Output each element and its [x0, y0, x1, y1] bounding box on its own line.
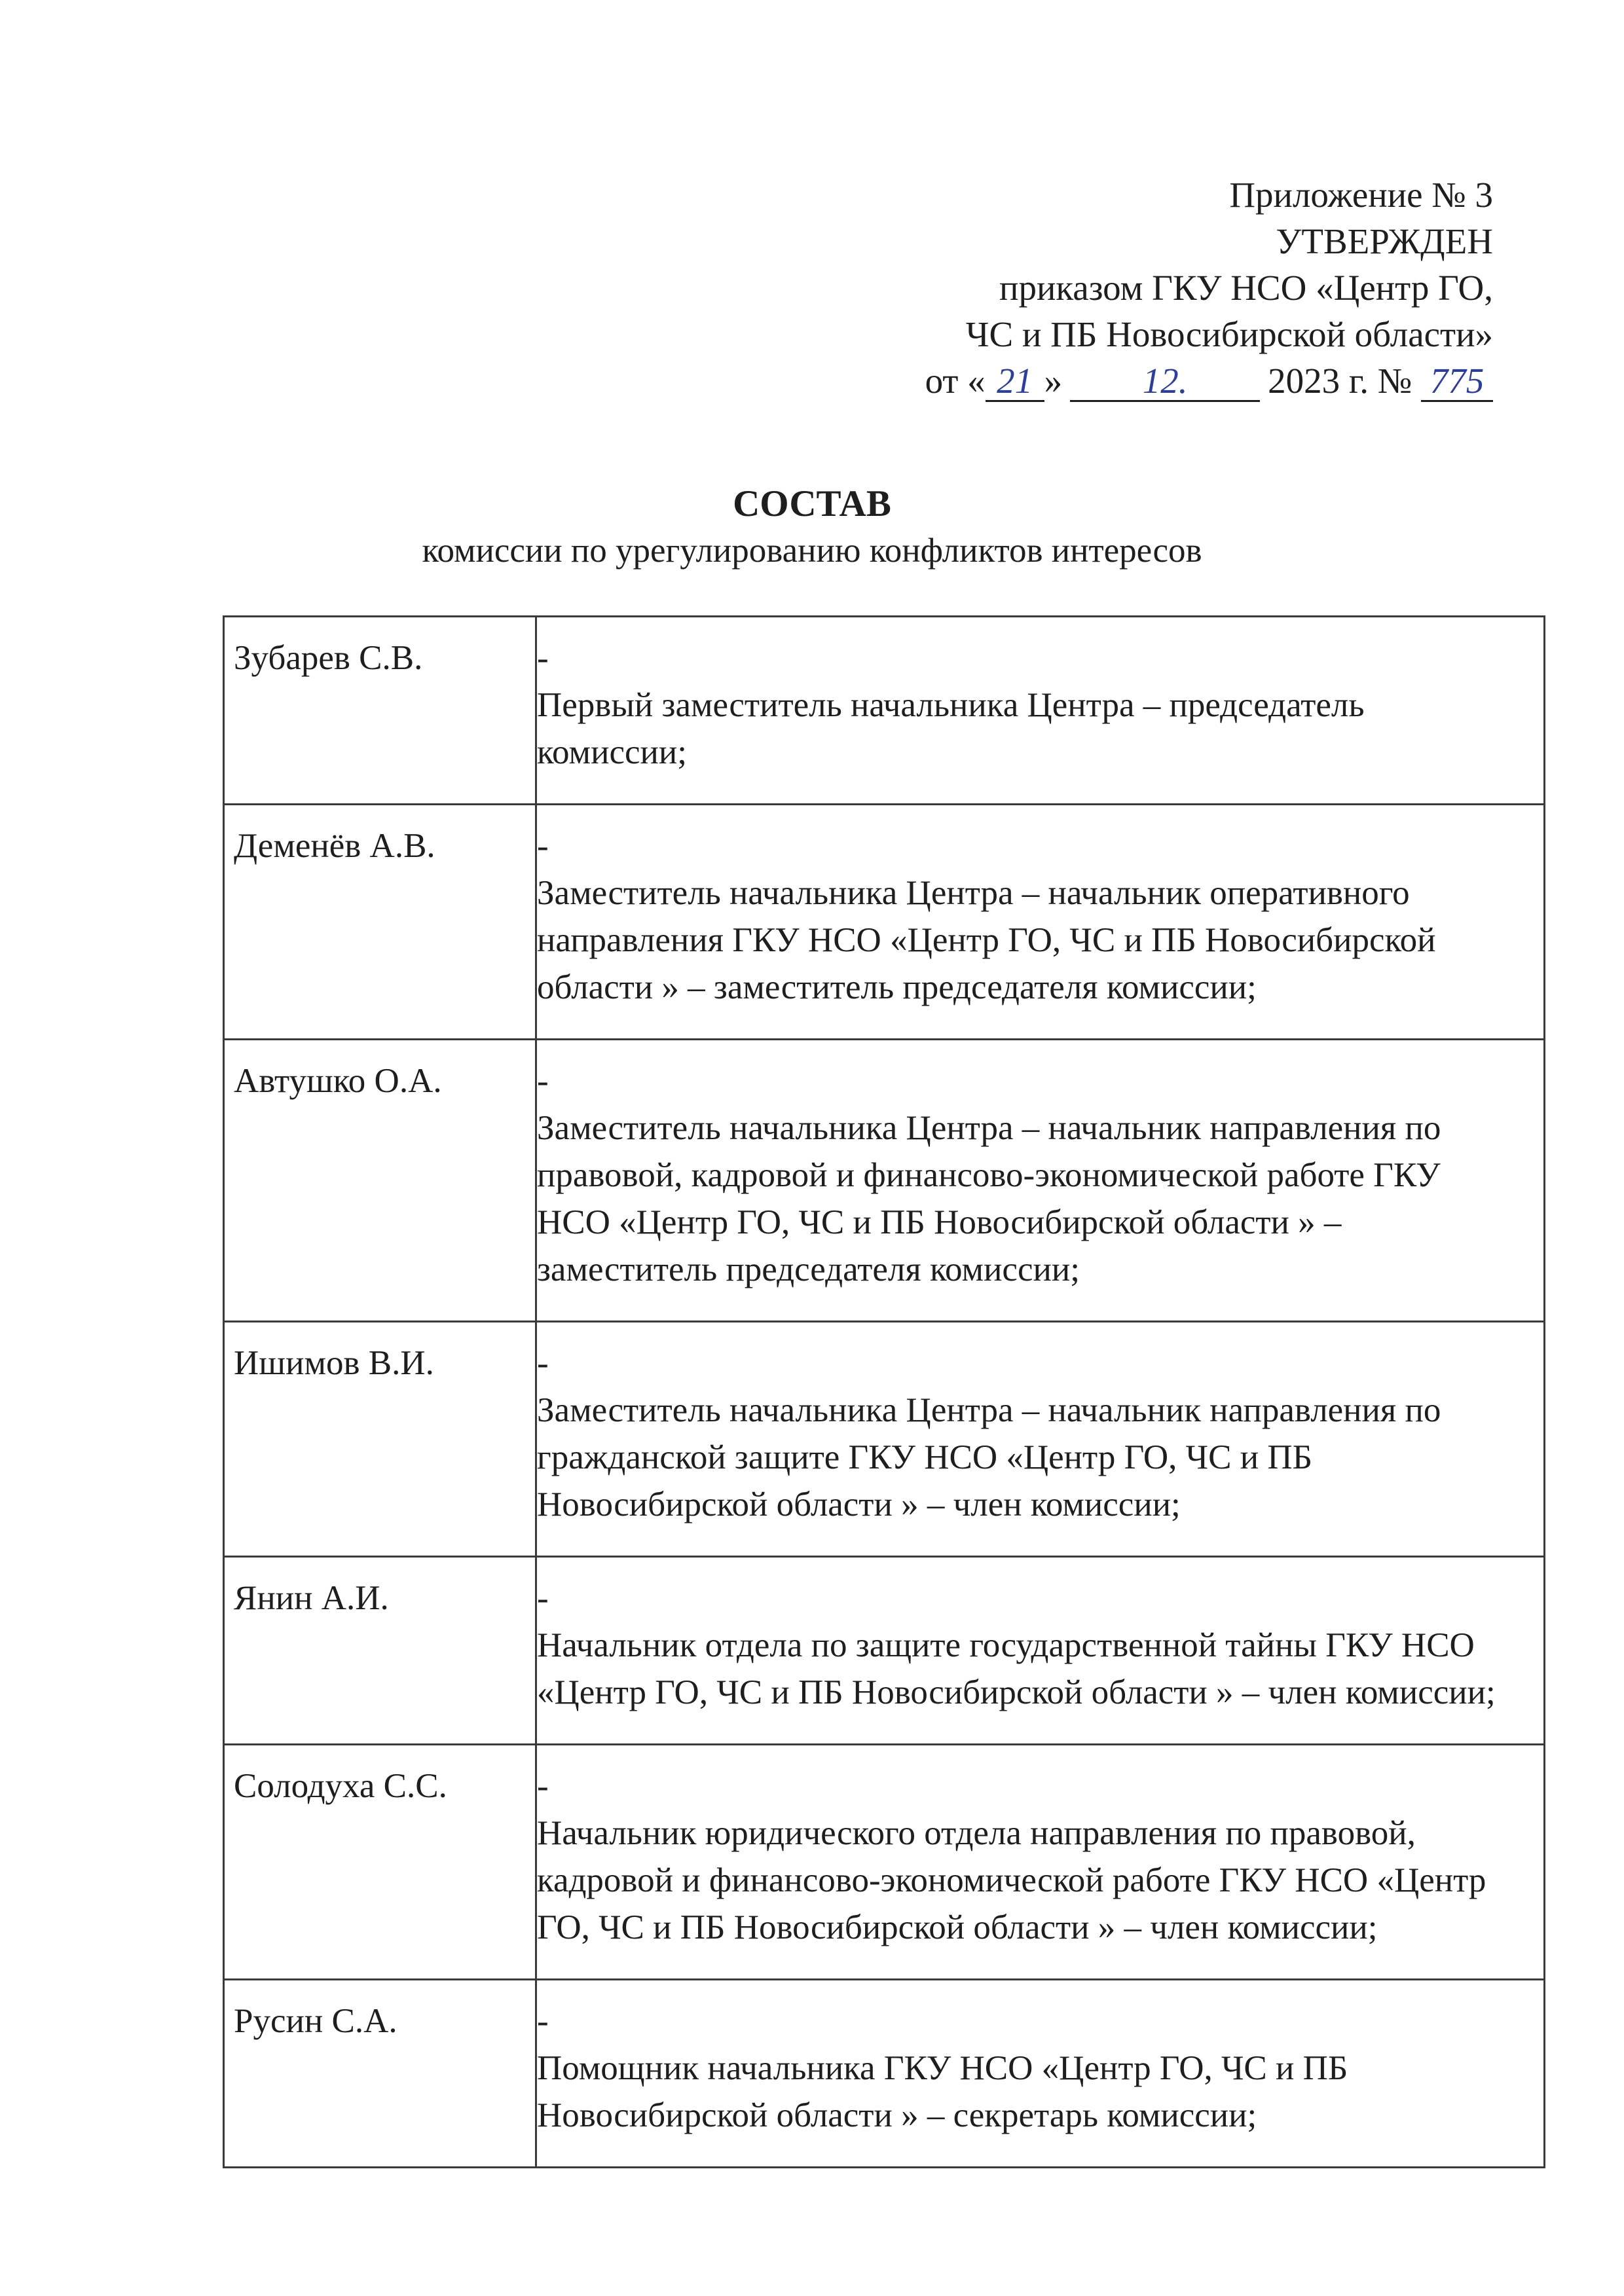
- approval-block: [925, 172, 1493, 404]
- list-dash: -: [537, 1344, 549, 1382]
- document-title: СОСТАВ: [733, 483, 891, 524]
- members-table-body: [224, 617, 1545, 2168]
- table-row: [224, 1745, 1545, 1980]
- member-name: Ишимов В.И.: [224, 1322, 536, 1557]
- table-row: [224, 1980, 1545, 2168]
- member-description-cell: [536, 805, 1545, 1040]
- order-line-2: ЧС и ПБ Новосибирской области»: [965, 314, 1493, 354]
- member-description-cell: [536, 1040, 1545, 1322]
- member-description-cell: [536, 1557, 1545, 1745]
- member-role: Начальник юридического отдела направления по правовой, кадровой и финансово-экономической работе ГКУ НСО «Центр ГО, ЧС и ПБ Новосибирской области » – член комиссии;: [537, 1814, 1486, 1946]
- document-subtitle: комиссии по урегулированию конфликтов интересов: [422, 532, 1202, 570]
- member-role: Заместитель начальника Центра – начальник направления по правовой, кадровой и финансово-экономической работе ГКУ НСО «Центр ГО, ЧС и ПБ Новосибирской области » – заместитель председателя комиссии;: [537, 1109, 1441, 1288]
- list-dash: -: [537, 1767, 549, 1805]
- member-name: Зубарев С.В.: [224, 617, 536, 805]
- member-name: Деменёв А.В.: [224, 805, 536, 1040]
- member-name: Автушко О.А.: [224, 1040, 536, 1322]
- order-line-1: приказом ГКУ НСО «Центр ГО,: [999, 268, 1493, 308]
- handwritten-order-number: 775: [1421, 362, 1493, 402]
- heading: [0, 481, 1624, 574]
- handwritten-day: 21: [986, 362, 1044, 402]
- list-dash: -: [537, 827, 549, 865]
- approved-label: УТВЕРЖДЕН: [1276, 221, 1493, 261]
- order-date-line: [925, 357, 1493, 404]
- appendix-label: Приложение № 3: [1229, 175, 1493, 215]
- member-name: Солодуха С.С.: [224, 1745, 536, 1980]
- table-row: [224, 1040, 1545, 1322]
- list-dash: -: [537, 1062, 549, 1100]
- member-description-cell: [536, 617, 1545, 805]
- list-dash: -: [537, 2002, 549, 2040]
- table-row: [224, 617, 1545, 805]
- handwritten-month: 12.: [1070, 362, 1260, 402]
- date-prefix: от «: [925, 361, 986, 401]
- table-row: [224, 1557, 1545, 1745]
- year-text: 2023 г. №: [1268, 361, 1412, 401]
- member-role: Заместитель начальника Центра – начальник направления по гражданской защите ГКУ НСО «Центр ГО, ЧС и ПБ Новосибирской области » – член комиссии;: [537, 1391, 1441, 1523]
- table-row: [224, 805, 1545, 1040]
- member-description-cell: [536, 1745, 1545, 1980]
- member-role: Первый заместитель начальника Центра – председатель комиссии;: [537, 686, 1365, 771]
- member-role: Начальник отдела по защите государственной тайны ГКУ НСО «Центр ГО, ЧС и ПБ Новосибирской области » – член комиссии;: [537, 1626, 1496, 1711]
- member-description-cell: [536, 1322, 1545, 1557]
- members-table: [223, 615, 1545, 2168]
- table-row: [224, 1322, 1545, 1557]
- list-dash: -: [537, 1579, 549, 1617]
- member-description-cell: [536, 1980, 1545, 2168]
- date-mid: »: [1044, 361, 1063, 401]
- member-role: Помощник начальника ГКУ НСО «Центр ГО, ЧС и ПБ Новосибирской области » – секретарь комиссии;: [537, 2049, 1348, 2134]
- member-role: Заместитель начальника Центра – начальник оперативного направления ГКУ НСО «Центр ГО, ЧС и ПБ Новосибирской области » – заместитель председателя комиссии;: [537, 874, 1436, 1006]
- list-dash: -: [537, 639, 549, 677]
- member-name: Русин С.А.: [224, 1980, 536, 2168]
- member-name: Янин А.И.: [224, 1557, 536, 1745]
